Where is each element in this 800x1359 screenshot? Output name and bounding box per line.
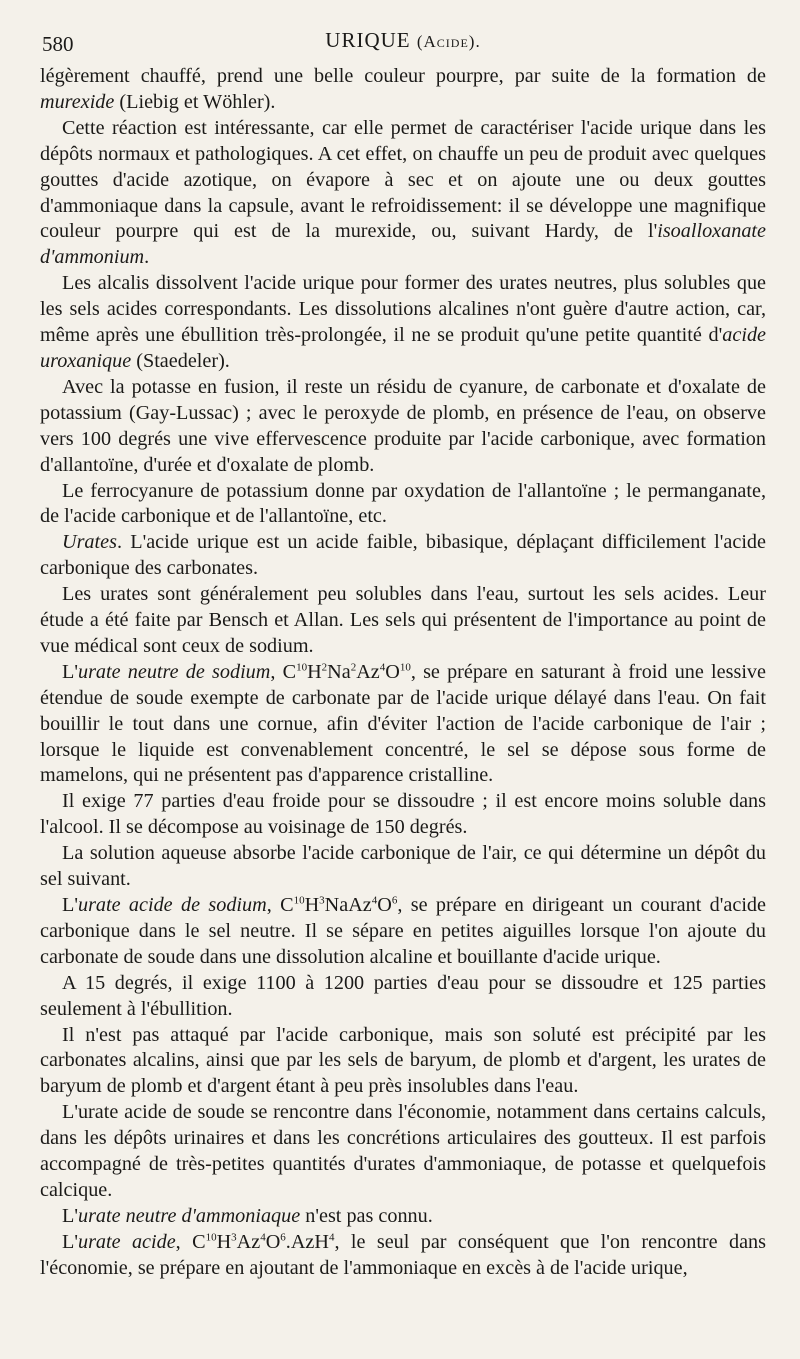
paragraph: La solution aqueuse absorbe l'acide carbonique de l'air, ce qui détermine un dépôt du sel suivant. (40, 842, 766, 891)
paragraph: Cette réaction est intéressante, car elle permet de caractériser l'acide urique dans les dépôts normaux et pathologiques. A cet effet, on chauffe un peu de produit avec quelques gouttes d'acide azotique, on évapore à sec et on ajoute une ou deux gouttes d'ammoniaque dans la capsule, avant le refroidissement: il se développe une magnifique couleur pourpre qui est de la murexide, ou, suivant Hardy, de l'isoalloxanate d'ammonium. (40, 116, 766, 269)
paragraph: Les urates sont généralement peu solubles dans l'eau, surtout les sels acides. Leur étude a été faite par Bensch et Allan. Les sels qui présentent de l'importance au point de vue médical sont ceux de sodium. (40, 583, 766, 657)
paragraph: L'urate neutre d'ammoniaque n'est pas connu. (62, 1204, 433, 1227)
running-head-title: URIQUE (325, 28, 411, 52)
paragraph: L'urate neutre de sodium, $C^{10}H^2Na^2Az^4O^{10}$, se prépare en saturant à froid une lessive étendue de soude exempte de carbonate par de l'acide urique délayé dans l'eau. On fait bouillir le tout dans une cornue, afin d'éviter l'action de l'acide carbonique de l'air ; lorsque le liquide est convenablement concentré, le sel se dépose sous forme de mamelons, qui ne présentent pas d'apparence cristalline. (40, 660, 766, 787)
paragraph: Les alcalis dissolvent l'acide urique pour former des urates neutres, plus solubles que les sels acides correspondants. Les dissolutions alcalines n'ont guère d'autre action, car, même après une ébullition très-prolongée, il ne se produit qu'une petite quantité d'acide uroxanique (Staedeler). (40, 272, 766, 372)
paragraph: L'urate acide de soude se rencontre dans l'économie, notamment dans certains calculs, dans les dépôts urinaires et dans les concrétions articulaires des goutteux. Il est parfois accompagné de très-petites quantités d'urates d'ammoniaque, de potasse et quelquefois calcique. (40, 1101, 766, 1201)
paragraph: L'urate acide de sodium, $C^{10}H^3NaAz^4O^6$, se prépare en dirigeant un courant d'acide carbonique dans le sel neutre. Il se sépare en petites aiguilles lorsque l'on ajoute du carbonate de soude dans une dissolution alcaline et bouillante d'acide urique. (40, 894, 766, 968)
running-head-subtitle: (Acide). (416, 32, 481, 51)
paragraph: Il exige 77 parties d'eau froide pour se dissoudre ; il est encore moins soluble dans l'alcool. Il se décompose au voisinage de 150 degrés. (40, 790, 766, 839)
page-header (40, 24, 766, 64)
body-text (40, 64, 766, 1282)
paragraph: Il n'est pas attaqué par l'acide carbonique, mais son soluté est précipité par les carbonates alcalins, ainsi que par les sels de baryum, de plomb et d'argent, les urates de baryum de plomb et d'argent étant à peu près insolubles dans l'eau. (40, 1023, 766, 1098)
paragraph: Le ferrocyanure de potassium donne par oxydation de l'allantoïne ; le permanganate, de l'acide carbonique et de l'allantoïne, etc. (40, 479, 766, 528)
paragraph: Avec la potasse en fusion, il reste un résidu de cyanure, de carbonate et d'oxalate de potassium (Gay-Lussac) ; avec le peroxyde de plomb, en présence de l'eau, on observe vers 100 degrés une vive effervescence produite par l'acide carbonique, avec formation d'allantoïne, d'urée et d'oxalate de plomb. (40, 375, 766, 476)
paragraph: L'urate acide, $C^{10}H^3Az^4O^6.AzH^4$, le seul par conséquent que l'on rencontre dans l'économie, se prépare en ajoutant de l'ammoniaque en excès à de l'acide urique, (40, 1230, 766, 1279)
paragraph: Urates. L'acide urique est un acide faible, bibasique, déplaçant difficilement l'acide carbonique des carbonates. (40, 531, 766, 580)
paragraph: légèrement chauffé, prend une belle couleur pourpre, par suite de la formation de murexide (Liebig et Wöhler). (40, 65, 766, 113)
running-head (40, 28, 766, 53)
paragraph: A 15 degrés, il exige 1100 à 1200 parties d'eau pour se dissoudre et 125 parties seulement à l'ébullition. (40, 971, 766, 1020)
page-number: 580 (42, 32, 74, 56)
